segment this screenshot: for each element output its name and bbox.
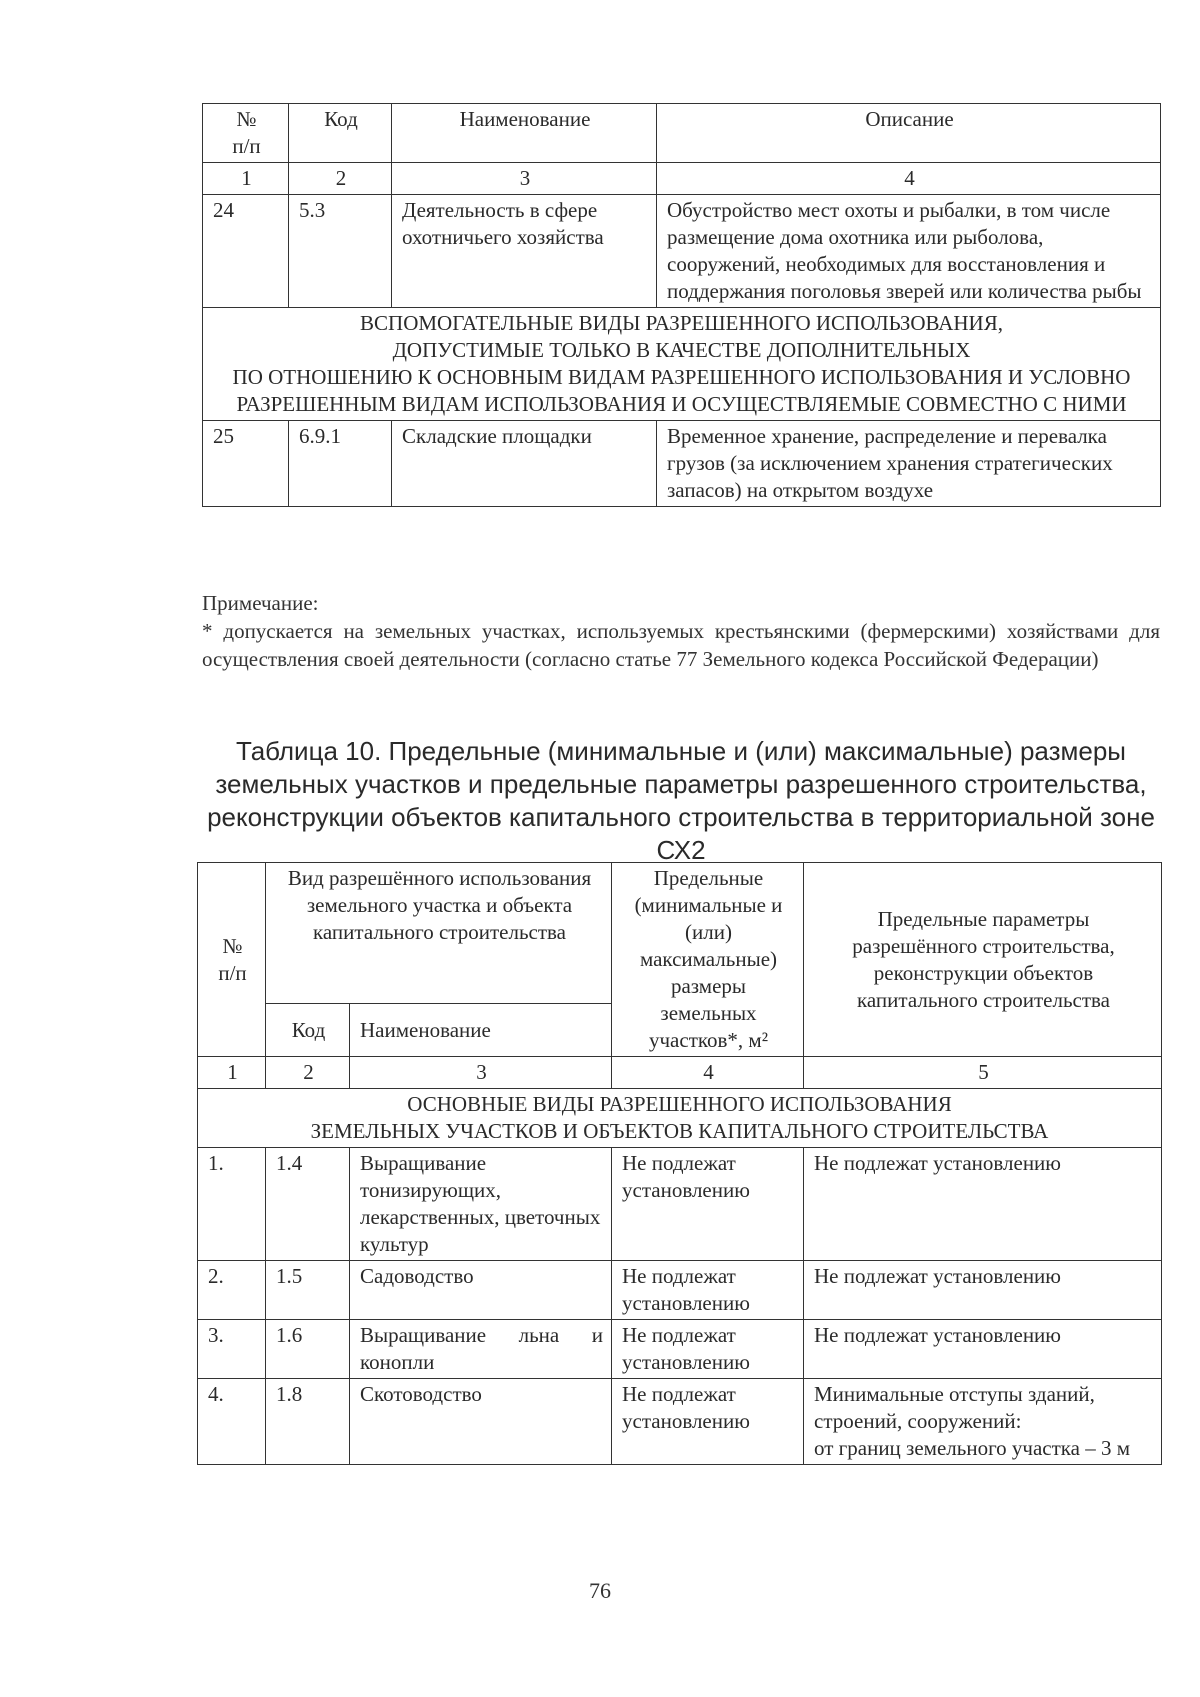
section-heading: ВСПОМОГАТЕЛЬНЫЕ ВИДЫ РАЗРЕШЕННОГО ИСПОЛЬЗОВАНИЯ, ДОПУСТИМЫЕ ТОЛЬКО В КАЧЕСТВЕ ДОПОЛНИТЕЛЬНЫХ ПО ОТНОШЕНИЮ К ОСНОВНЫМ ВИДАМ РАЗРЕШЕННОГО ИСПОЛЬЗОВАНИЯ И УСЛОВНО РАЗРЕШЕННЫМ ВИДАМ ИСПОЛЬЗОВАНИЯ И ОСУЩЕСТВЛЯЕМЫЕ СОВМЕСТНО С НИМИ [203, 308, 1161, 421]
section-heading: ОСНОВНЫЕ ВИДЫ РАЗРЕШЕННОГО ИСПОЛЬЗОВАНИЯ ЗЕМЕЛЬНЫХ УЧАСТКОВ И ОБЪЕКТОВ КАПИТАЛЬНОГО СТРОИТЕЛЬСТВА [198, 1089, 1162, 1148]
row-name: Садоводство [350, 1261, 612, 1320]
row-code: 1.8 [266, 1379, 350, 1465]
row-number: 1. [198, 1148, 266, 1261]
row-name: Выращивание льна и конопли [350, 1320, 612, 1379]
header-land-use-kind: Вид разрешённого использования земельного участка и объекта капитального строительства [266, 863, 612, 1004]
header-number: № п/п [198, 863, 266, 1057]
table-row [198, 1320, 1162, 1379]
column-number: 3 [350, 1057, 612, 1089]
header-name: Наименование [350, 1004, 612, 1057]
note-text: * допускается на земельных участках, используемых крестьянскими (фермерскими) хозяйствами для осуществления своей деятельности (согласно статье 77 Земельного кодекса Российской Федерации) [202, 619, 1160, 671]
row-name: Деятельность в сфере охотничьего хозяйства [392, 195, 657, 308]
column-number: 2 [289, 163, 392, 195]
column-number: 4 [657, 163, 1161, 195]
note-block [202, 589, 1160, 673]
row-code: 1.5 [266, 1261, 350, 1320]
row-build-params: Не подлежат установлению [804, 1320, 1162, 1379]
limits-table [197, 862, 1162, 1465]
row-plot-size: Не подлежат установлению [612, 1261, 804, 1320]
row-number: 25 [203, 421, 289, 507]
header-code: Код [289, 104, 392, 163]
row-code: 5.3 [289, 195, 392, 308]
row-number: 4. [198, 1379, 266, 1465]
column-number: 2 [266, 1057, 350, 1089]
table-row [198, 1261, 1162, 1320]
header-plot-size: Предельные (минимальные и (или) максимальные) размеры земельных участков*, м² [612, 863, 804, 1057]
column-number: 3 [392, 163, 657, 195]
header-code: Код [266, 1004, 350, 1057]
row-description: Обустройство мест охоты и рыбалки, в том числе размещение дома охотника или рыболова, сооружений, необходимых для восстановления и поддержания поголовья зверей или количества рыбы [657, 195, 1161, 308]
header-build-params: Предельные параметры разрешённого строительства, реконструкции объектов капитального строительства [804, 863, 1162, 1057]
table-header-row [203, 104, 1161, 163]
table-header-row [198, 863, 1162, 1004]
column-number: 4 [612, 1057, 804, 1089]
row-number: 2. [198, 1261, 266, 1320]
column-number: 1 [198, 1057, 266, 1089]
row-build-params: Не подлежат установлению [804, 1148, 1162, 1261]
section-row [203, 308, 1161, 421]
row-code: 1.6 [266, 1320, 350, 1379]
land-use-table [202, 103, 1161, 507]
section-row [198, 1089, 1162, 1148]
header-name: Наименование [392, 104, 657, 163]
table-row [203, 195, 1161, 308]
row-number: 24 [203, 195, 289, 308]
column-number: 5 [804, 1057, 1162, 1089]
row-plot-size: Не подлежат установлению [612, 1379, 804, 1465]
row-build-params: Минимальные отступы зданий, строений, сооружений: от границ земельного участка – 3 м [804, 1379, 1162, 1465]
row-plot-size: Не подлежат установлению [612, 1320, 804, 1379]
page-number: 76 [589, 1578, 611, 1603]
table-row [198, 1379, 1162, 1465]
note-title: Примечание: [202, 591, 319, 615]
header-description: Описание [657, 104, 1161, 163]
row-name: Выращивание тонизирующих, лекарственных, цветочных культур [350, 1148, 612, 1261]
row-code: 6.9.1 [289, 421, 392, 507]
row-description: Временное хранение, распределение и перевалка грузов (за исключением хранения стратегических запасов) на открытом воздухе [657, 421, 1161, 507]
table-caption: Таблица 10. Предельные (минимальные и (или) максимальные) размеры земельных участков и предельные параметры разрешенного строительства, реконструкции объектов капитального строительства в территориальной зоне СХ2 [207, 736, 1155, 865]
table-row [203, 421, 1161, 507]
column-numbers-row [203, 163, 1161, 195]
row-name: Скотоводство [350, 1379, 612, 1465]
row-build-params: Не подлежат установлению [804, 1261, 1162, 1320]
header-number: № п/п [203, 104, 289, 163]
row-name: Складские площадки [392, 421, 657, 507]
table-row [198, 1148, 1162, 1261]
row-number: 3. [198, 1320, 266, 1379]
row-code: 1.4 [266, 1148, 350, 1261]
column-number: 1 [203, 163, 289, 195]
row-plot-size: Не подлежат установлению [612, 1148, 804, 1261]
column-numbers-row [198, 1057, 1162, 1089]
